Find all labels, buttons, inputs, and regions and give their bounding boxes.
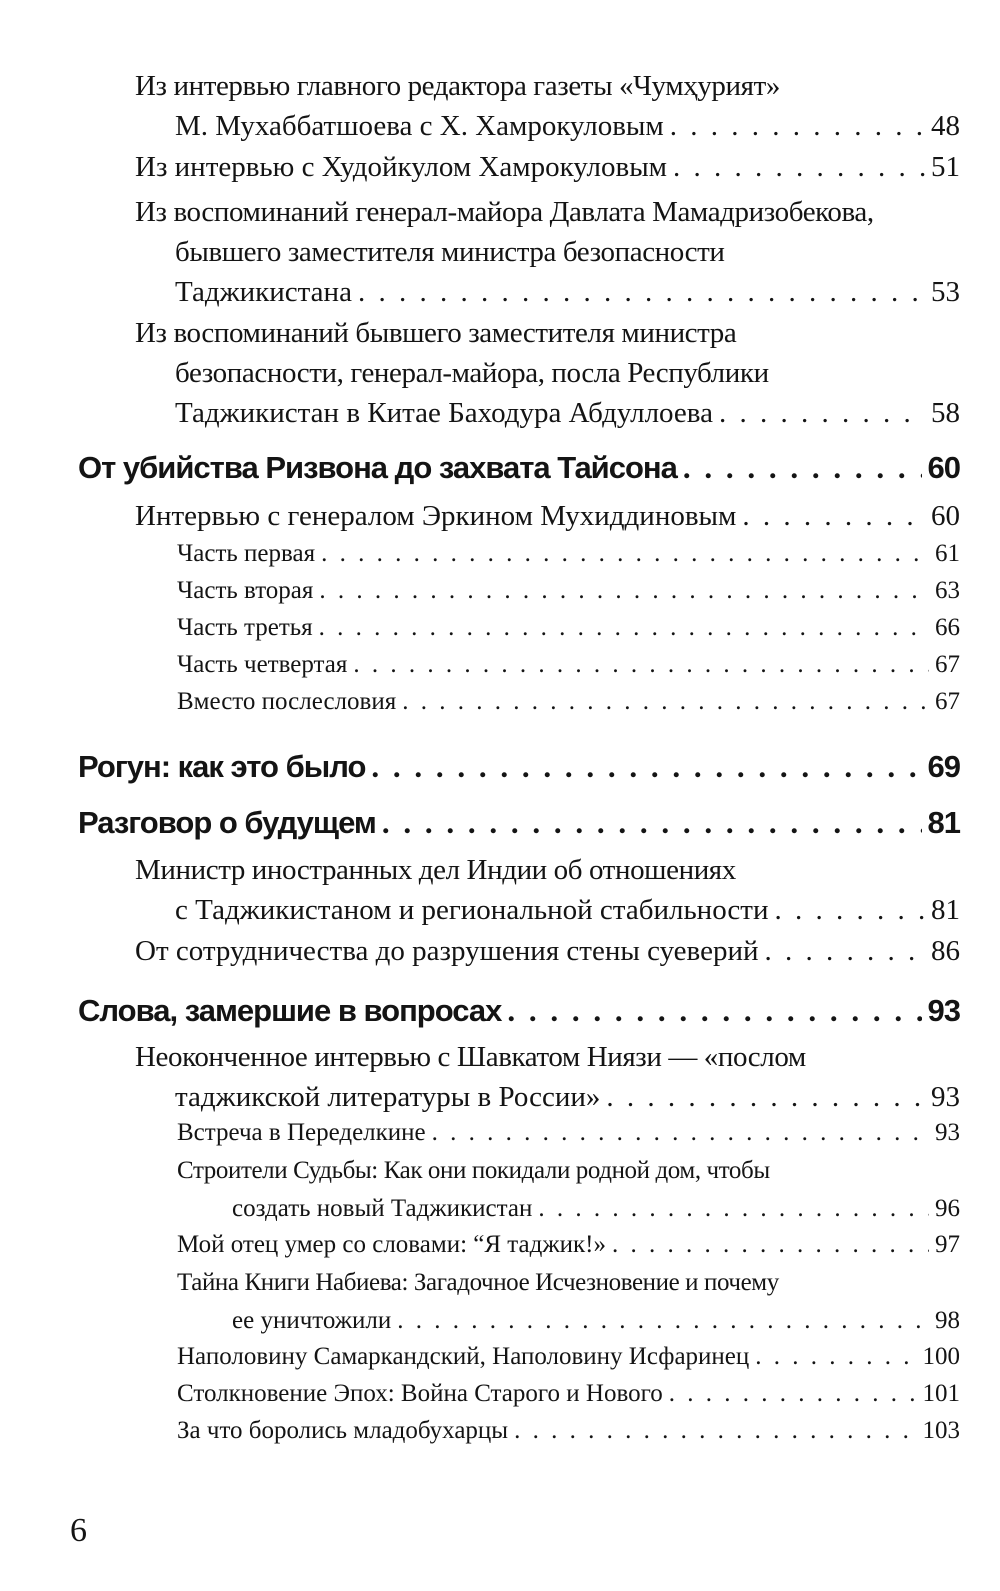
toc-page-number: 48: [931, 110, 960, 142]
dot-leader: [397, 1302, 929, 1340]
dot-leader: [402, 684, 929, 720]
toc-subentry: [177, 647, 960, 683]
toc-entry-text: От сотрудничества до разрушения стены суеверий: [135, 935, 759, 967]
toc-entry-text: Тайна Книги Набиева: Загадочное Исчезновение и почему: [177, 1269, 779, 1296]
dot-leader: [382, 803, 922, 843]
dot-leader: [353, 647, 929, 683]
dot-leader: [774, 890, 925, 930]
dot-leader: [538, 1190, 929, 1228]
toc-page-number: 58: [931, 397, 960, 429]
toc-subentry: [177, 1152, 960, 1228]
toc-subentry: [177, 573, 960, 609]
toc-entry-text: Таджикистана: [175, 276, 352, 308]
toc-entry-text: Из воспоминаний бывшего заместителя министра: [135, 317, 737, 349]
toc-subentry: [177, 1264, 960, 1340]
toc-subentry: [177, 610, 960, 646]
toc-entry: [135, 931, 960, 971]
toc-page-number: 100: [922, 1343, 960, 1370]
toc-page-number: 69: [927, 749, 960, 784]
toc-entry-text: Интервью с генералом Эркином Мухиддиновым: [135, 500, 737, 532]
toc-section: [78, 448, 960, 488]
toc-page-number: 81: [931, 894, 960, 926]
toc-page-number: 93: [935, 1119, 960, 1146]
toc-page-number: 66: [935, 614, 960, 641]
toc-section-title: Рогун: как это было: [78, 749, 366, 784]
dot-leader: [319, 610, 929, 646]
toc-entry-text: Вместо послесловия: [177, 688, 397, 715]
dot-leader: [765, 931, 926, 971]
toc-subentry: [177, 684, 960, 720]
toc-entry: [135, 66, 960, 146]
dot-leader: [669, 1375, 917, 1413]
toc-subentry: [177, 1114, 960, 1152]
toc-page-number: 98: [935, 1307, 960, 1334]
dot-leader: [606, 1077, 925, 1117]
toc-entry: [135, 850, 960, 930]
dot-leader: [612, 1226, 929, 1264]
dot-leader: [507, 991, 921, 1031]
toc-entry-text: Таджикистан в Китае Баходура Абдуллоева: [175, 397, 713, 429]
toc-entry-text: Наполовину Самаркандский, Наполовину Исфаринец: [177, 1343, 750, 1370]
dot-leader: [670, 106, 925, 146]
toc-entry: [135, 496, 960, 536]
dot-leader: [683, 448, 922, 488]
toc-page-number: 96: [935, 1195, 960, 1222]
toc-entry-text: Министр иностранных дел Индии об отношениях: [135, 854, 736, 886]
toc-page-number: 63: [935, 577, 960, 604]
toc-page-number: 51: [931, 151, 960, 183]
toc-entry-text: Часть вторая: [177, 577, 314, 604]
dot-leader: [432, 1114, 929, 1152]
dot-leader: [673, 147, 925, 187]
toc-entry-text: создать новый Таджикистан: [232, 1195, 533, 1222]
toc-section: [78, 803, 960, 843]
toc-subentry: [177, 536, 960, 572]
toc-page-number: 93: [931, 1081, 960, 1113]
toc-section-title: От убийства Ризвона до захвата Тайсона: [78, 450, 677, 485]
toc-section-title: Разговор о будущем: [78, 805, 376, 840]
toc-entry-text: Строители Судьбы: Как они покидали родной дом, чтобы: [177, 1157, 770, 1184]
toc-entry-text: Неоконченное интервью с Шавкатом Ниязи — «послом: [135, 1041, 806, 1073]
toc-section: [78, 747, 960, 787]
dot-leader: [719, 393, 925, 433]
toc-entry-text: с Таджикистаном и региональной стабильности: [175, 894, 769, 926]
toc-section-title: Слова, замершие в вопросах: [78, 993, 502, 1028]
toc-page-number: 53: [931, 276, 960, 308]
dot-leader: [319, 573, 929, 609]
page-number: 6: [70, 1512, 87, 1549]
toc-page-number: 60: [931, 500, 960, 532]
toc-entry: [135, 313, 960, 433]
dot-leader: [742, 496, 925, 536]
toc-entry: [135, 192, 960, 312]
toc-page-number: 103: [922, 1417, 960, 1444]
dot-leader: [514, 1412, 916, 1450]
toc-entry-text: За что боролись младобухарцы: [177, 1417, 509, 1444]
toc-subentry: [177, 1338, 960, 1376]
toc-page-number: 101: [922, 1380, 960, 1407]
toc-subentry: [177, 1375, 960, 1413]
toc-entry-text: М. Мухаббатшоева с Х. Хамрокуловым: [175, 110, 664, 142]
dot-leader: [358, 272, 925, 312]
toc-entry-text: Мой отец умер со словами: “Я таджик!»: [177, 1231, 606, 1258]
toc-section: [78, 991, 960, 1031]
toc-entry-text: бывшего заместителя министра безопасности: [175, 236, 725, 268]
toc-page-number: 93: [927, 993, 960, 1028]
toc-entry-text: Столкновение Эпох: Война Старого и Нового: [177, 1380, 663, 1407]
toc-entry: [135, 147, 960, 187]
toc-entry-text: таджикской литературы в России»: [175, 1081, 601, 1113]
toc-entry-text: безопасности, генерал-майора, посла Республики: [175, 357, 769, 389]
toc-page-number: 81: [927, 805, 960, 840]
toc-page-number: 60: [927, 450, 960, 485]
dot-leader: [371, 747, 921, 787]
toc-entry-text: Из интервью с Худойкулом Хамрокуловым: [135, 151, 668, 183]
toc-subentry: [177, 1412, 960, 1450]
toc-entry-text: Часть четвертая: [177, 651, 348, 678]
toc-subentry: [177, 1226, 960, 1264]
toc-page-number: 86: [931, 935, 960, 967]
toc-page-number: 67: [935, 688, 960, 715]
toc-page-number: 97: [935, 1231, 960, 1258]
dot-leader: [321, 536, 929, 572]
toc-page-number: 61: [935, 540, 960, 567]
toc-entry-text: Встреча в Переделкине: [177, 1119, 426, 1146]
toc-page-number: 67: [935, 651, 960, 678]
dot-leader: [755, 1338, 916, 1376]
toc-entry-text: ее уничтожили: [232, 1307, 392, 1334]
toc-entry-text: Часть первая: [177, 540, 316, 567]
toc-entry: [135, 1037, 960, 1117]
toc-entry-text: Часть третья: [177, 614, 313, 641]
toc-entry-text: Из воспоминаний генерал-майора Давлата Мамадризобекова,: [135, 196, 874, 228]
toc-entry-text: Из интервью главного редактора газеты «Чумҳурият»: [135, 70, 780, 102]
